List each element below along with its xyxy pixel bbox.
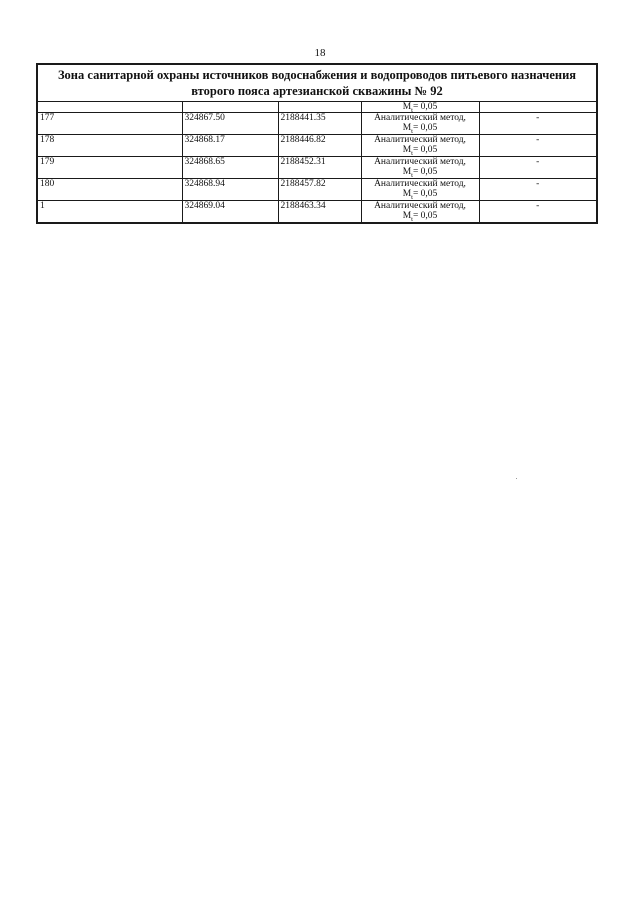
method-cell	[361, 102, 479, 113]
y-coordinate-cell: 2188457.82	[278, 179, 361, 201]
x-coordinate-cell: 324868.17	[182, 135, 278, 157]
table-title: Зона санитарной охраны источников водоснабжения и водопроводов питьевого назначения второго пояса артезианской скважины № 92	[37, 64, 597, 102]
method-formula	[364, 123, 477, 133]
method-name: Аналитический метод,	[374, 157, 466, 167]
note-cell: -	[479, 201, 597, 224]
method-formula	[364, 211, 477, 221]
method-subscript: t	[411, 193, 413, 201]
y-coordinate-cell: 2188446.82	[278, 135, 361, 157]
x-coordinate-cell	[182, 102, 278, 113]
point-cell: 180	[37, 179, 182, 201]
method-formula	[364, 189, 477, 199]
x-coordinate-cell: 324868.65	[182, 157, 278, 179]
table-row	[37, 201, 597, 224]
page-number: 18	[314, 47, 326, 59]
method-formula	[364, 167, 477, 177]
method-symbol: M	[402, 167, 412, 177]
note-cell: -	[479, 157, 597, 179]
method-symbol: M	[402, 189, 412, 199]
method-name: Аналитический метод,	[374, 201, 466, 211]
method-symbol: M	[402, 145, 412, 155]
method-subscript: t	[411, 127, 413, 135]
method-name: Аналитический метод,	[374, 135, 466, 145]
boundary-coordinates-table	[36, 63, 598, 224]
method-subscript: t	[411, 149, 413, 157]
method-formula	[364, 145, 477, 155]
note-cell: -	[479, 135, 597, 157]
method-value: = 0,05	[412, 167, 438, 177]
method-cell	[361, 157, 479, 179]
x-coordinate-cell: 324869.04	[182, 201, 278, 224]
method-value: = 0,05	[412, 102, 438, 112]
method-subscript: t	[411, 215, 413, 223]
point-cell: 1	[37, 201, 182, 224]
table-row	[37, 179, 597, 201]
table-row	[37, 135, 597, 157]
point-cell	[37, 102, 182, 113]
note-cell: -	[479, 113, 597, 135]
table-row	[37, 113, 597, 135]
x-coordinate-cell: 324868.94	[182, 179, 278, 201]
x-coordinate-cell: 324867.50	[182, 113, 278, 135]
note-cell	[479, 102, 597, 113]
method-symbol: M	[402, 123, 412, 133]
method-symbol: M	[402, 211, 412, 221]
method-cell	[361, 201, 479, 224]
point-cell: 177	[37, 113, 182, 135]
method-cell	[361, 135, 479, 157]
method-value: = 0,05	[412, 123, 438, 133]
table-row	[37, 102, 597, 113]
method-subscript: t	[411, 106, 413, 113]
method-value: = 0,05	[412, 145, 438, 155]
point-cell: 179	[37, 157, 182, 179]
method-name: Аналитический метод,	[374, 113, 466, 123]
scan-speck	[516, 478, 517, 479]
method-cell	[361, 179, 479, 201]
method-value: = 0,05	[412, 189, 438, 199]
point-cell: 178	[37, 135, 182, 157]
method-symbol: M	[402, 102, 412, 112]
y-coordinate-cell: 2188441.35	[278, 113, 361, 135]
method-cell	[361, 113, 479, 135]
table-title-row	[37, 64, 597, 102]
y-coordinate-cell: 2188463.34	[278, 201, 361, 224]
y-coordinate-cell	[278, 102, 361, 113]
table-row	[37, 157, 597, 179]
method-name: Аналитический метод,	[374, 179, 466, 189]
method-subscript: t	[411, 171, 413, 179]
y-coordinate-cell: 2188452.31	[278, 157, 361, 179]
method-value: = 0,05	[412, 211, 438, 221]
note-cell: -	[479, 179, 597, 201]
